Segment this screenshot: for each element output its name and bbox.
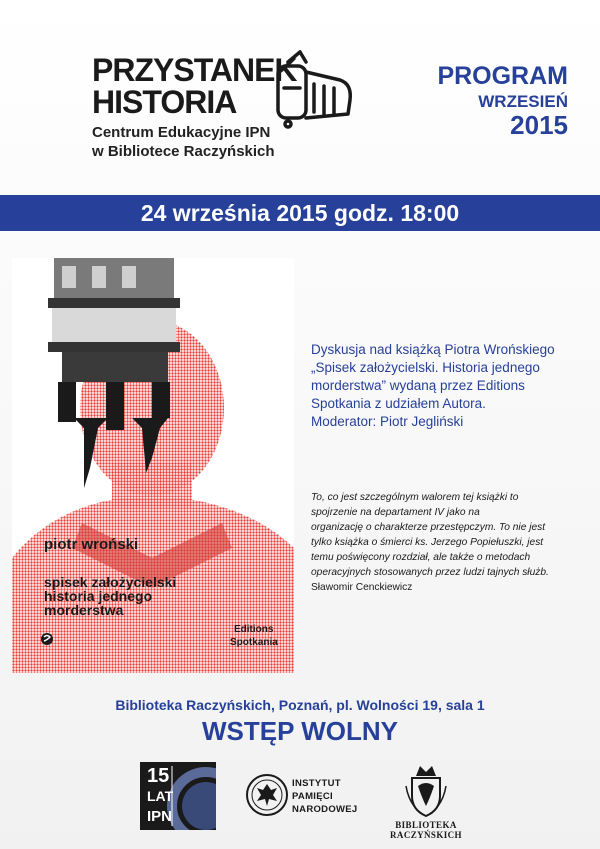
quote-signature: Sławomir Cenckiewicz [311,582,413,593]
description-line: Dyskusja nad książką Piotra Wrońskiego [311,342,555,357]
program-month: WRZESIEŃ [478,92,568,111]
logo-subtitle-line1: Centrum Edukacyjne IPN [92,124,271,141]
description-line: Spotkania z udziałem Autora. [311,396,486,411]
description-line: „Spisek założycielski. Historia jednego [311,360,540,375]
book-title-line: spisek założycielski [44,574,177,590]
description-line: morderstwa” wydaną przez Editions [311,378,525,393]
eagle-emblem-icon [245,773,289,817]
description-line: Moderator: Piotr Jegliński [311,414,464,429]
lat-ipn-number: 15 [147,765,170,787]
publisher-line: Editions [234,624,274,635]
quote-line: tylko książka o śmierci ks. Jerzego Popiełuszki, jest [311,537,544,548]
coat-of-arms-icon [402,762,450,820]
program-year: 2015 [510,110,568,140]
biblioteka-name-line: BIBLIOTEKA [395,820,457,830]
quote-line: To, co jest szczególnym walorem tej książki to [311,492,519,503]
lat-ipn-ipn: IPN [147,808,173,825]
book-title-line: historia jednego [44,588,153,604]
quote-line: temu poświęcony rozdział, ale także o metodach [311,552,531,563]
biblioteka-name-line: RACZYŃSKICH [390,830,462,840]
quote-line: spojrzenie na departament IV jako na [311,507,480,518]
quote-line: organizację o charakterze przestępczym. To nie jest [311,522,546,533]
logo-title-line2: HISTORIA [92,84,237,120]
logo-title-line1: PRZYSTANEK [92,52,297,88]
event-description [311,341,581,431]
review-quote [311,490,591,595]
lat-ipn-lat: LAT [147,788,174,804]
ipn-name-line: INSTYTUT [292,778,341,789]
ipn-name-line: NARODOWEJ [292,804,358,815]
publisher-logo-icon [40,632,54,646]
publisher-line: Spotkania [230,637,278,648]
free-entry-label: WSTĘP WOLNY [202,716,398,746]
logo-subtitle-line2: w Bibliotece Raczyńskich [92,143,275,160]
ipn-name-line: PAMIĘCI [292,791,333,802]
book-author: piotr wroński [44,536,139,553]
tram-icon [270,42,362,132]
venue-address: Biblioteka Raczyńskich, Poznań, pl. Wolności 19, sala 1 [115,697,485,713]
event-date-banner: 24 września 2015 godz. 18:00 [0,195,600,231]
book-title-line: morderstwa [44,602,124,618]
quote-line: operacyjnych stosowanych przez ludzi tajnych służb. [311,567,549,578]
program-label: PROGRAM [437,62,568,90]
